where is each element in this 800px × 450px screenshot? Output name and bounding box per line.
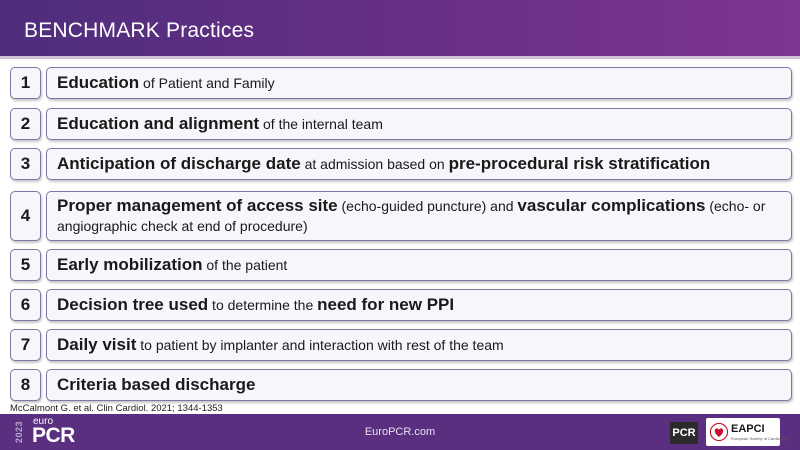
- practice-text-content: [57, 154, 710, 174]
- practice-text-bold: Daily visit: [57, 335, 137, 354]
- eapci-subtitle: European Society of Cardiology: [731, 436, 788, 441]
- practice-text: [46, 191, 792, 241]
- practice-text-regular: of the patient: [202, 257, 288, 273]
- practice-row: [10, 148, 792, 180]
- practice-text-content: [57, 196, 781, 236]
- practice-number: 4: [10, 191, 41, 241]
- practice-text-bold: Education: [57, 73, 140, 92]
- practice-text: [46, 67, 792, 99]
- practice-text-bold: Proper management of access site: [57, 196, 338, 215]
- website-link[interactable]: EuroPCR.com: [364, 426, 436, 438]
- practice-text-bold: Education and alignment: [57, 114, 260, 133]
- eapci-logo: [706, 418, 788, 446]
- practice-text-content: [57, 255, 287, 275]
- practice-number: 8: [10, 369, 41, 401]
- practice-number: 2: [10, 108, 41, 140]
- practice-text-regular: to determine the: [208, 297, 318, 313]
- practice-number: 5: [10, 249, 41, 281]
- practice-number: 3: [10, 148, 41, 180]
- practice-text: [46, 249, 792, 281]
- practice-row: [10, 289, 792, 321]
- practice-text: [46, 289, 792, 321]
- practice-text-bold: Early mobilization: [57, 255, 203, 274]
- practice-row: [10, 108, 792, 140]
- practice-text-bold: Criteria based discharge: [57, 375, 256, 394]
- practice-row: [10, 249, 792, 281]
- practice-row: [10, 67, 792, 99]
- practice-text-regular: (echo- or angiographic check at end of procedure): [57, 198, 766, 234]
- practice-text-bold: pre-procedural risk stratification: [448, 154, 711, 173]
- practice-text-bold: Decision tree used: [57, 295, 209, 314]
- practice-text: [46, 369, 792, 401]
- eapci-label: EAPCI: [731, 423, 765, 435]
- practice-text: [46, 329, 792, 361]
- practice-text-bold: Anticipation of discharge date: [57, 154, 301, 173]
- practice-text-bold: vascular complications: [517, 196, 706, 215]
- practice-number: 6: [10, 289, 41, 321]
- pcr-badge-logo: PCR: [670, 422, 698, 444]
- practice-row: [10, 191, 792, 241]
- practice-text-content: [57, 335, 504, 355]
- practice-text-content: [57, 375, 255, 395]
- practice-text: [46, 108, 792, 140]
- slide-header: [0, 0, 800, 59]
- europcr-logo-pcr: PCR: [32, 424, 75, 447]
- practice-text-regular: of the internal team: [259, 116, 383, 132]
- practice-text-content: [57, 295, 454, 315]
- practice-text-regular: to patient by implanter and interaction with rest of the team: [136, 337, 504, 353]
- practice-text-content: [57, 114, 383, 134]
- practice-text-regular: (echo-guided puncture) and: [337, 198, 518, 214]
- practice-text-content: [57, 73, 275, 93]
- practice-text-bold: need for new PPI: [317, 295, 455, 314]
- slide-footer: [0, 414, 800, 450]
- practice-number: 7: [10, 329, 41, 361]
- practice-text: [46, 148, 792, 180]
- heart-icon: [710, 423, 728, 441]
- practice-text-regular: at admission based on: [300, 156, 449, 172]
- slide-title: BENCHMARK Practices: [24, 19, 255, 42]
- practice-text-regular: of Patient and Family: [139, 75, 275, 91]
- practice-number: 1: [10, 67, 41, 99]
- citation-footnote: McCalmont G. et al. Clin Cardiol. 2021; 1344-1353: [10, 403, 223, 414]
- practice-row: [10, 329, 792, 361]
- practice-row: [10, 369, 792, 401]
- year-label: 2023: [14, 420, 24, 444]
- europcr-logo-euro: euro: [33, 416, 54, 427]
